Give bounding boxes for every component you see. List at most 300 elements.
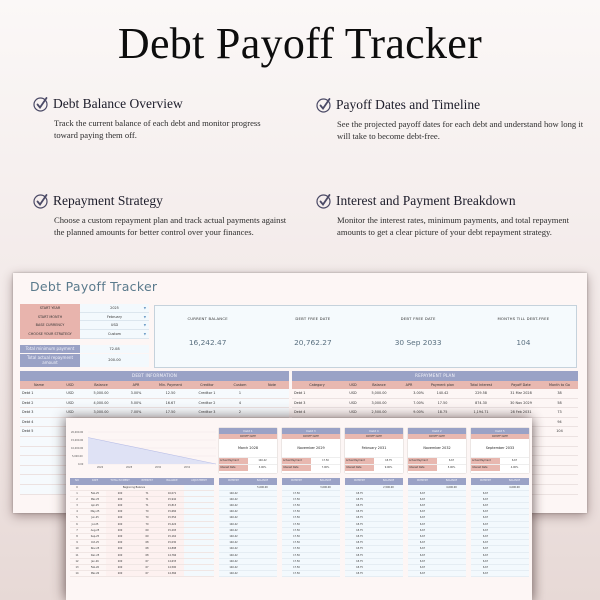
payment-table-debt-1 xyxy=(219,478,277,577)
cell: 140.42 xyxy=(229,497,238,501)
column-header: Note xyxy=(267,383,277,387)
feature-title: Interest and Payment Breakdown xyxy=(336,193,516,208)
kpi-value: 20,762.27 xyxy=(294,338,332,347)
cell xyxy=(437,491,466,496)
cell: 14,366 xyxy=(160,571,184,576)
cell xyxy=(184,509,214,514)
svg-text:2028: 2028 xyxy=(126,466,133,469)
cell xyxy=(500,528,529,533)
cell: 140.42 xyxy=(229,541,238,545)
card-subtitle: PAYOFF DATE xyxy=(408,434,466,439)
cell: Jun-25 xyxy=(91,516,99,520)
cell: 200 xyxy=(106,571,134,576)
cell: 17.50 xyxy=(293,541,300,545)
cell: 14,500 xyxy=(160,565,184,570)
total-actual-repayment-row xyxy=(20,354,149,367)
cell: 3,000.00 xyxy=(371,400,387,405)
cell: 15,293 xyxy=(160,528,184,533)
cell xyxy=(184,503,214,508)
cell: 73 xyxy=(557,410,562,415)
cell: 6.67 xyxy=(419,565,426,569)
column-header: BALANCE xyxy=(508,479,521,482)
column-header: ADJUSTMENT xyxy=(191,479,207,482)
cell: 140.42 xyxy=(229,572,238,576)
cell: 6.67 xyxy=(419,541,426,545)
label: Interest Rate xyxy=(471,465,500,471)
cell xyxy=(437,565,466,570)
svg-text:5,000.00: 5,000.00 xyxy=(72,455,83,458)
cell xyxy=(374,553,403,558)
cell: 200 xyxy=(106,509,134,514)
cell xyxy=(184,522,214,527)
cell: 140.42 xyxy=(229,522,238,526)
cell xyxy=(255,399,289,408)
cell: Feb-26 xyxy=(90,565,100,569)
cell xyxy=(248,546,277,551)
cell xyxy=(374,515,403,520)
cell: 30 Nov 2029 xyxy=(510,400,532,405)
column-header: PAYMENT xyxy=(353,479,366,482)
cell: 15,554 xyxy=(160,515,184,520)
cell: 17.50 xyxy=(293,572,300,576)
cell: 6.67 xyxy=(482,565,489,569)
check-circle-icon xyxy=(316,97,332,113)
dropdown-arrow-icon[interactable]: ▼ xyxy=(143,314,146,319)
cell: 15,813 xyxy=(160,503,184,508)
kpi-current-balance xyxy=(155,306,260,367)
cell: USD xyxy=(349,410,357,415)
feature-debt-balance xyxy=(33,96,283,141)
cell: 12 xyxy=(75,559,79,563)
cell xyxy=(184,553,214,558)
cell: 67 xyxy=(134,565,160,570)
cell: Debt 3 xyxy=(22,410,34,415)
cell: 140.42 xyxy=(229,510,238,514)
cell: 6.67 xyxy=(482,572,489,576)
page-title: Debt Payoff Tracker xyxy=(117,19,483,68)
kpi-panel xyxy=(154,305,577,368)
table-row[interactable] xyxy=(471,571,529,577)
cell xyxy=(184,534,214,539)
cell xyxy=(255,408,289,417)
cell: 9.00% xyxy=(413,410,424,415)
card-date: September 2033 xyxy=(485,446,515,450)
cell: 58 xyxy=(557,400,562,405)
cell xyxy=(311,522,340,527)
cell: 2 xyxy=(76,497,78,501)
cell: 28 Feb 2031 xyxy=(510,410,532,415)
cell: Debt 4 xyxy=(294,410,306,415)
cell: 7 xyxy=(76,528,78,532)
cell: 6 xyxy=(76,522,78,526)
cell: 14,633 xyxy=(160,559,184,564)
cell: 6.67 xyxy=(482,547,489,551)
balance-chart xyxy=(70,426,218,474)
feature-payoff-dates xyxy=(316,97,586,142)
opening-balance: 3,000.00 xyxy=(320,485,331,489)
cell: 6.67 xyxy=(419,516,426,520)
svg-text:2026: 2026 xyxy=(97,466,104,469)
setting-label: CHOOSE YOUR STRATEGY xyxy=(20,330,80,339)
label: Interest Rate xyxy=(408,465,437,471)
kpi-value: 16,242.47 xyxy=(188,338,227,347)
cell: 17.50 xyxy=(165,410,176,415)
feature-description: Track the current balance of each debt and monitor progress toward paying them off. xyxy=(54,118,261,140)
column-header: BALANCE xyxy=(256,479,269,482)
cell xyxy=(500,546,529,551)
table-row[interactable] xyxy=(282,571,340,577)
cell xyxy=(437,503,466,508)
cell xyxy=(500,503,529,508)
card-date: November 2032 xyxy=(423,446,451,450)
setting-label: START YEAR xyxy=(20,304,80,313)
svg-text:20,000.00: 20,000.00 xyxy=(71,431,84,434)
table-row[interactable] xyxy=(70,571,214,577)
label: Interest Rate xyxy=(219,465,248,471)
cell: 17.50 xyxy=(293,559,300,563)
cell: 200 xyxy=(106,515,134,520)
cell xyxy=(500,553,529,558)
cell: 6.67 xyxy=(419,491,426,495)
cell xyxy=(437,515,466,520)
cell: Debt 2 xyxy=(22,400,34,405)
card-date: November 2029 xyxy=(297,446,325,450)
cell: 4 xyxy=(238,400,242,405)
cell: 17.50 xyxy=(293,516,300,520)
payment-table-debt-5 xyxy=(471,478,529,577)
cell: 1 xyxy=(238,391,242,395)
column-header: USD xyxy=(66,383,74,387)
cell: 200 xyxy=(106,491,134,496)
cell: Nov-25 xyxy=(90,547,100,551)
setting-label: START MONTH xyxy=(20,313,80,322)
kpi-value: 30 Sep 2033 xyxy=(394,338,442,347)
cell: 68 xyxy=(134,553,160,558)
table-row[interactable] xyxy=(20,399,289,409)
cell xyxy=(184,528,214,533)
cell xyxy=(374,503,403,508)
cell: 6.67 xyxy=(482,516,489,520)
cell xyxy=(248,571,277,576)
column-header: DATE xyxy=(91,479,99,482)
cell xyxy=(374,497,403,502)
table-row[interactable] xyxy=(292,408,578,418)
kpi-label: DEBT FREE DATE xyxy=(295,316,331,321)
cell: 17.50 xyxy=(293,522,300,526)
cell: 140.42 xyxy=(229,565,238,569)
opening-balance: 5,000.00 xyxy=(257,485,268,489)
cell xyxy=(374,534,403,539)
cell: 71 xyxy=(134,503,160,508)
cell: 6.67 xyxy=(419,572,426,576)
cell xyxy=(248,497,277,502)
cell xyxy=(248,522,277,527)
cell: 11 xyxy=(75,553,79,557)
value: 18.75 xyxy=(385,459,392,462)
cell: 14,766 xyxy=(160,553,184,558)
check-circle-icon xyxy=(316,193,332,209)
value: 17.50 xyxy=(322,459,329,462)
schedule-sheet xyxy=(66,418,532,600)
section-header: DEBT INFORMATION xyxy=(20,371,289,381)
dropdown-arrow-icon[interactable]: ▼ xyxy=(143,332,146,337)
payoff-card-debt-5 xyxy=(471,428,529,473)
cell: 13 xyxy=(75,565,79,569)
table-row[interactable] xyxy=(20,389,289,399)
cell: 18.75 xyxy=(356,528,363,532)
cell xyxy=(311,509,340,514)
cell: 9 xyxy=(76,541,78,545)
cell: 1,194.71 xyxy=(473,410,489,415)
card-title: Debt 2 xyxy=(408,428,466,434)
cell: 140.42 xyxy=(229,504,238,508)
cell: Creditor 3 xyxy=(198,410,216,415)
column-header: BALANCE xyxy=(382,479,395,482)
column-header: BALANCE xyxy=(166,479,178,482)
check-circle-icon xyxy=(33,193,49,209)
cell: 94 xyxy=(557,419,562,424)
cell: 7.00% xyxy=(130,410,142,415)
cell: 200 xyxy=(106,503,134,508)
cell: 7.00% xyxy=(413,400,424,405)
cell: 200 xyxy=(106,540,134,545)
cell: 12.50 xyxy=(165,391,176,395)
settings-panel xyxy=(20,304,149,367)
kpi-label: MONTHS TILL DEBT-FREE xyxy=(497,316,550,321)
strategy-select[interactable] xyxy=(80,330,149,339)
cell: May-25 xyxy=(90,510,100,514)
cell xyxy=(374,565,403,570)
start-month-select[interactable] xyxy=(80,313,149,322)
cell xyxy=(437,534,466,539)
total-value-input[interactable]: 200.00 xyxy=(80,354,149,367)
column-header: Balance xyxy=(372,383,386,387)
cell xyxy=(500,497,529,502)
cell: Debt 5 xyxy=(22,429,34,434)
section-header: REPAYMENT PLAN xyxy=(292,371,578,381)
payoff-card-debt-4 xyxy=(345,428,403,473)
table-row[interactable] xyxy=(408,571,466,577)
cell: 3 xyxy=(76,504,78,508)
cell xyxy=(248,553,277,558)
cell: 17.50 xyxy=(437,400,448,405)
table-row[interactable] xyxy=(20,408,289,418)
column-header: Category xyxy=(309,383,325,387)
column-header: Payment plan xyxy=(430,383,455,387)
svg-text:2032: 2032 xyxy=(184,466,191,469)
column-header: Month to Go xyxy=(549,383,570,387)
cell: 18.75 xyxy=(356,510,363,514)
cell: Apr-25 xyxy=(91,504,99,508)
cell: 31 Mar 2028 xyxy=(510,391,532,395)
cell: 140.42 xyxy=(436,391,449,395)
table-row[interactable] xyxy=(345,571,403,577)
cell: 6.67 xyxy=(482,528,489,532)
cell: 6.67 xyxy=(482,535,489,538)
column-header: TOTAL PAYMENT xyxy=(110,479,130,482)
opening-label: Beginning Balance xyxy=(122,485,146,489)
setting-value: February xyxy=(106,314,123,319)
table-row[interactable] xyxy=(292,389,578,399)
cell: 67 xyxy=(134,559,160,564)
cell: 16,071 xyxy=(160,491,184,496)
cell xyxy=(500,571,529,576)
cell: 15,030 xyxy=(160,540,184,545)
cell: 6.67 xyxy=(482,559,489,563)
cell: 18.75 xyxy=(356,541,363,545)
cell: 6.67 xyxy=(482,497,489,501)
cell: 200 xyxy=(106,528,134,533)
cell xyxy=(437,571,466,576)
cell: Jul-25 xyxy=(91,522,99,526)
cell: 18.75 xyxy=(356,504,363,508)
setting-label: BASE CURRENCY xyxy=(20,321,80,330)
cell xyxy=(248,491,277,496)
cell: 140.42 xyxy=(229,553,238,557)
table-row[interactable] xyxy=(219,571,277,577)
column-header: PAYMENT xyxy=(227,479,240,482)
cell: 70 xyxy=(134,522,160,527)
cell xyxy=(311,503,340,508)
column-header: BALANCE xyxy=(445,479,458,482)
cell xyxy=(248,565,277,570)
cell: 140.42 xyxy=(229,535,238,538)
cell xyxy=(311,528,340,533)
cell xyxy=(374,571,403,576)
cell: 18.75 xyxy=(437,410,448,415)
sheet-title: Debt Payoff Tracker xyxy=(30,279,158,294)
cell xyxy=(248,559,277,564)
card-subtitle: PAYOFF DATE xyxy=(282,434,340,439)
cell: USD xyxy=(66,400,74,405)
cell: 6.67 xyxy=(419,553,426,557)
cell: 17.50 xyxy=(293,565,300,569)
table-row[interactable] xyxy=(292,399,578,409)
cell xyxy=(374,559,403,564)
cell xyxy=(374,540,403,545)
feature-description: Monitor the interest rates, minimum payments, and total repayment amounts to get a clear picture of your debt repayment strategy. xyxy=(337,215,569,237)
cell xyxy=(311,497,340,502)
svg-text:0.00: 0.00 xyxy=(78,463,84,466)
cell xyxy=(184,565,214,570)
cell: 140.42 xyxy=(229,516,238,520)
cell: 4,000.00 xyxy=(93,400,109,405)
cell: 5 xyxy=(76,516,78,520)
cell xyxy=(437,559,466,564)
cell xyxy=(311,553,340,558)
column-header: BALANCE xyxy=(319,479,332,482)
table-header xyxy=(292,381,578,389)
column-header: INTEREST xyxy=(141,479,153,482)
cell: 6.67 xyxy=(419,510,426,514)
feature-title: Payoff Dates and Timeline xyxy=(336,97,481,112)
cell: Creditor 1 xyxy=(198,391,216,395)
card-title: Debt 4 xyxy=(345,428,403,434)
label: Interest Rate xyxy=(282,465,311,471)
cell: 71 xyxy=(134,491,160,496)
cell: 2,500.00 xyxy=(371,410,387,415)
cell: 6.67 xyxy=(419,504,426,508)
total-label: Total actual repayment amount xyxy=(20,354,80,367)
card-title: Debt 5 xyxy=(471,428,529,434)
cell xyxy=(374,509,403,514)
cell: 6.67 xyxy=(419,497,426,501)
cell: Debt 4 xyxy=(22,419,34,424)
cell xyxy=(374,491,403,496)
cell: 15,942 xyxy=(160,497,184,502)
cell xyxy=(500,534,529,539)
cell: Oct-25 xyxy=(90,541,100,545)
cell xyxy=(500,522,529,527)
cell: 2 xyxy=(238,410,242,415)
cell: Debt 1 xyxy=(22,391,34,395)
cell: 200 xyxy=(106,559,134,564)
cell: 18.75 xyxy=(356,516,363,520)
cell xyxy=(184,546,214,551)
cell: 14,898 xyxy=(160,546,184,551)
cell: Debt 3 xyxy=(294,400,306,405)
cell: Sep-25 xyxy=(90,535,100,538)
cell: 200 xyxy=(106,553,134,558)
table-row-opening: 0 Beginning Balance xyxy=(70,485,214,491)
feature-description: Choose a custom repayment plan and track actual payments against the planned amounts for better control over your finances. xyxy=(54,215,287,237)
cell: 6.67 xyxy=(482,510,489,514)
value: 140.42 xyxy=(258,459,267,462)
cell: 6.67 xyxy=(482,553,489,557)
label: Actual Payment xyxy=(408,458,437,464)
value: 5.00% xyxy=(447,465,456,469)
setting-value: USD xyxy=(110,323,119,328)
cell: 18.75 xyxy=(356,491,363,495)
cell: 6.67 xyxy=(482,522,489,526)
dropdown-arrow-icon[interactable]: ▼ xyxy=(143,306,146,310)
cell: USD xyxy=(349,391,357,395)
cell: 68 xyxy=(134,540,160,545)
setting-start-year xyxy=(20,304,149,313)
base-currency-select[interactable] xyxy=(80,321,149,330)
cell: 17.50 xyxy=(293,553,300,557)
cell: 3.00% xyxy=(413,391,424,395)
cell xyxy=(184,571,214,576)
cell xyxy=(311,565,340,570)
dropdown-arrow-icon[interactable]: ▼ xyxy=(143,323,146,328)
value: 4.00% xyxy=(510,465,519,469)
column-header: Custom xyxy=(233,383,247,387)
cell xyxy=(500,509,529,514)
label: Actual Payment xyxy=(282,458,311,464)
cell: Jan-26 xyxy=(91,559,99,563)
cell xyxy=(500,491,529,496)
cell: Aug-25 xyxy=(90,528,100,532)
cell: 18.75 xyxy=(356,522,363,526)
cell: Mar-25 xyxy=(90,497,100,501)
start-year-select[interactable] xyxy=(80,304,149,313)
cell: 3,000.00 xyxy=(93,410,109,415)
cell: 18.75 xyxy=(356,535,363,538)
payoff-card-debt-3 xyxy=(282,428,340,473)
cell: 140.42 xyxy=(229,547,238,551)
opening-balance: 2,500.00 xyxy=(383,485,394,489)
feature-interest-breakdown xyxy=(316,193,586,238)
cell: 140.42 xyxy=(229,528,238,532)
kpi-months-till-debt-free xyxy=(471,306,576,367)
cell: USD xyxy=(66,410,74,415)
cell xyxy=(437,509,466,514)
cell: 17.50 xyxy=(293,504,300,508)
cell xyxy=(184,559,214,564)
card-subtitle: PAYOFF DATE xyxy=(471,434,529,439)
column-header: Balance xyxy=(94,383,108,387)
